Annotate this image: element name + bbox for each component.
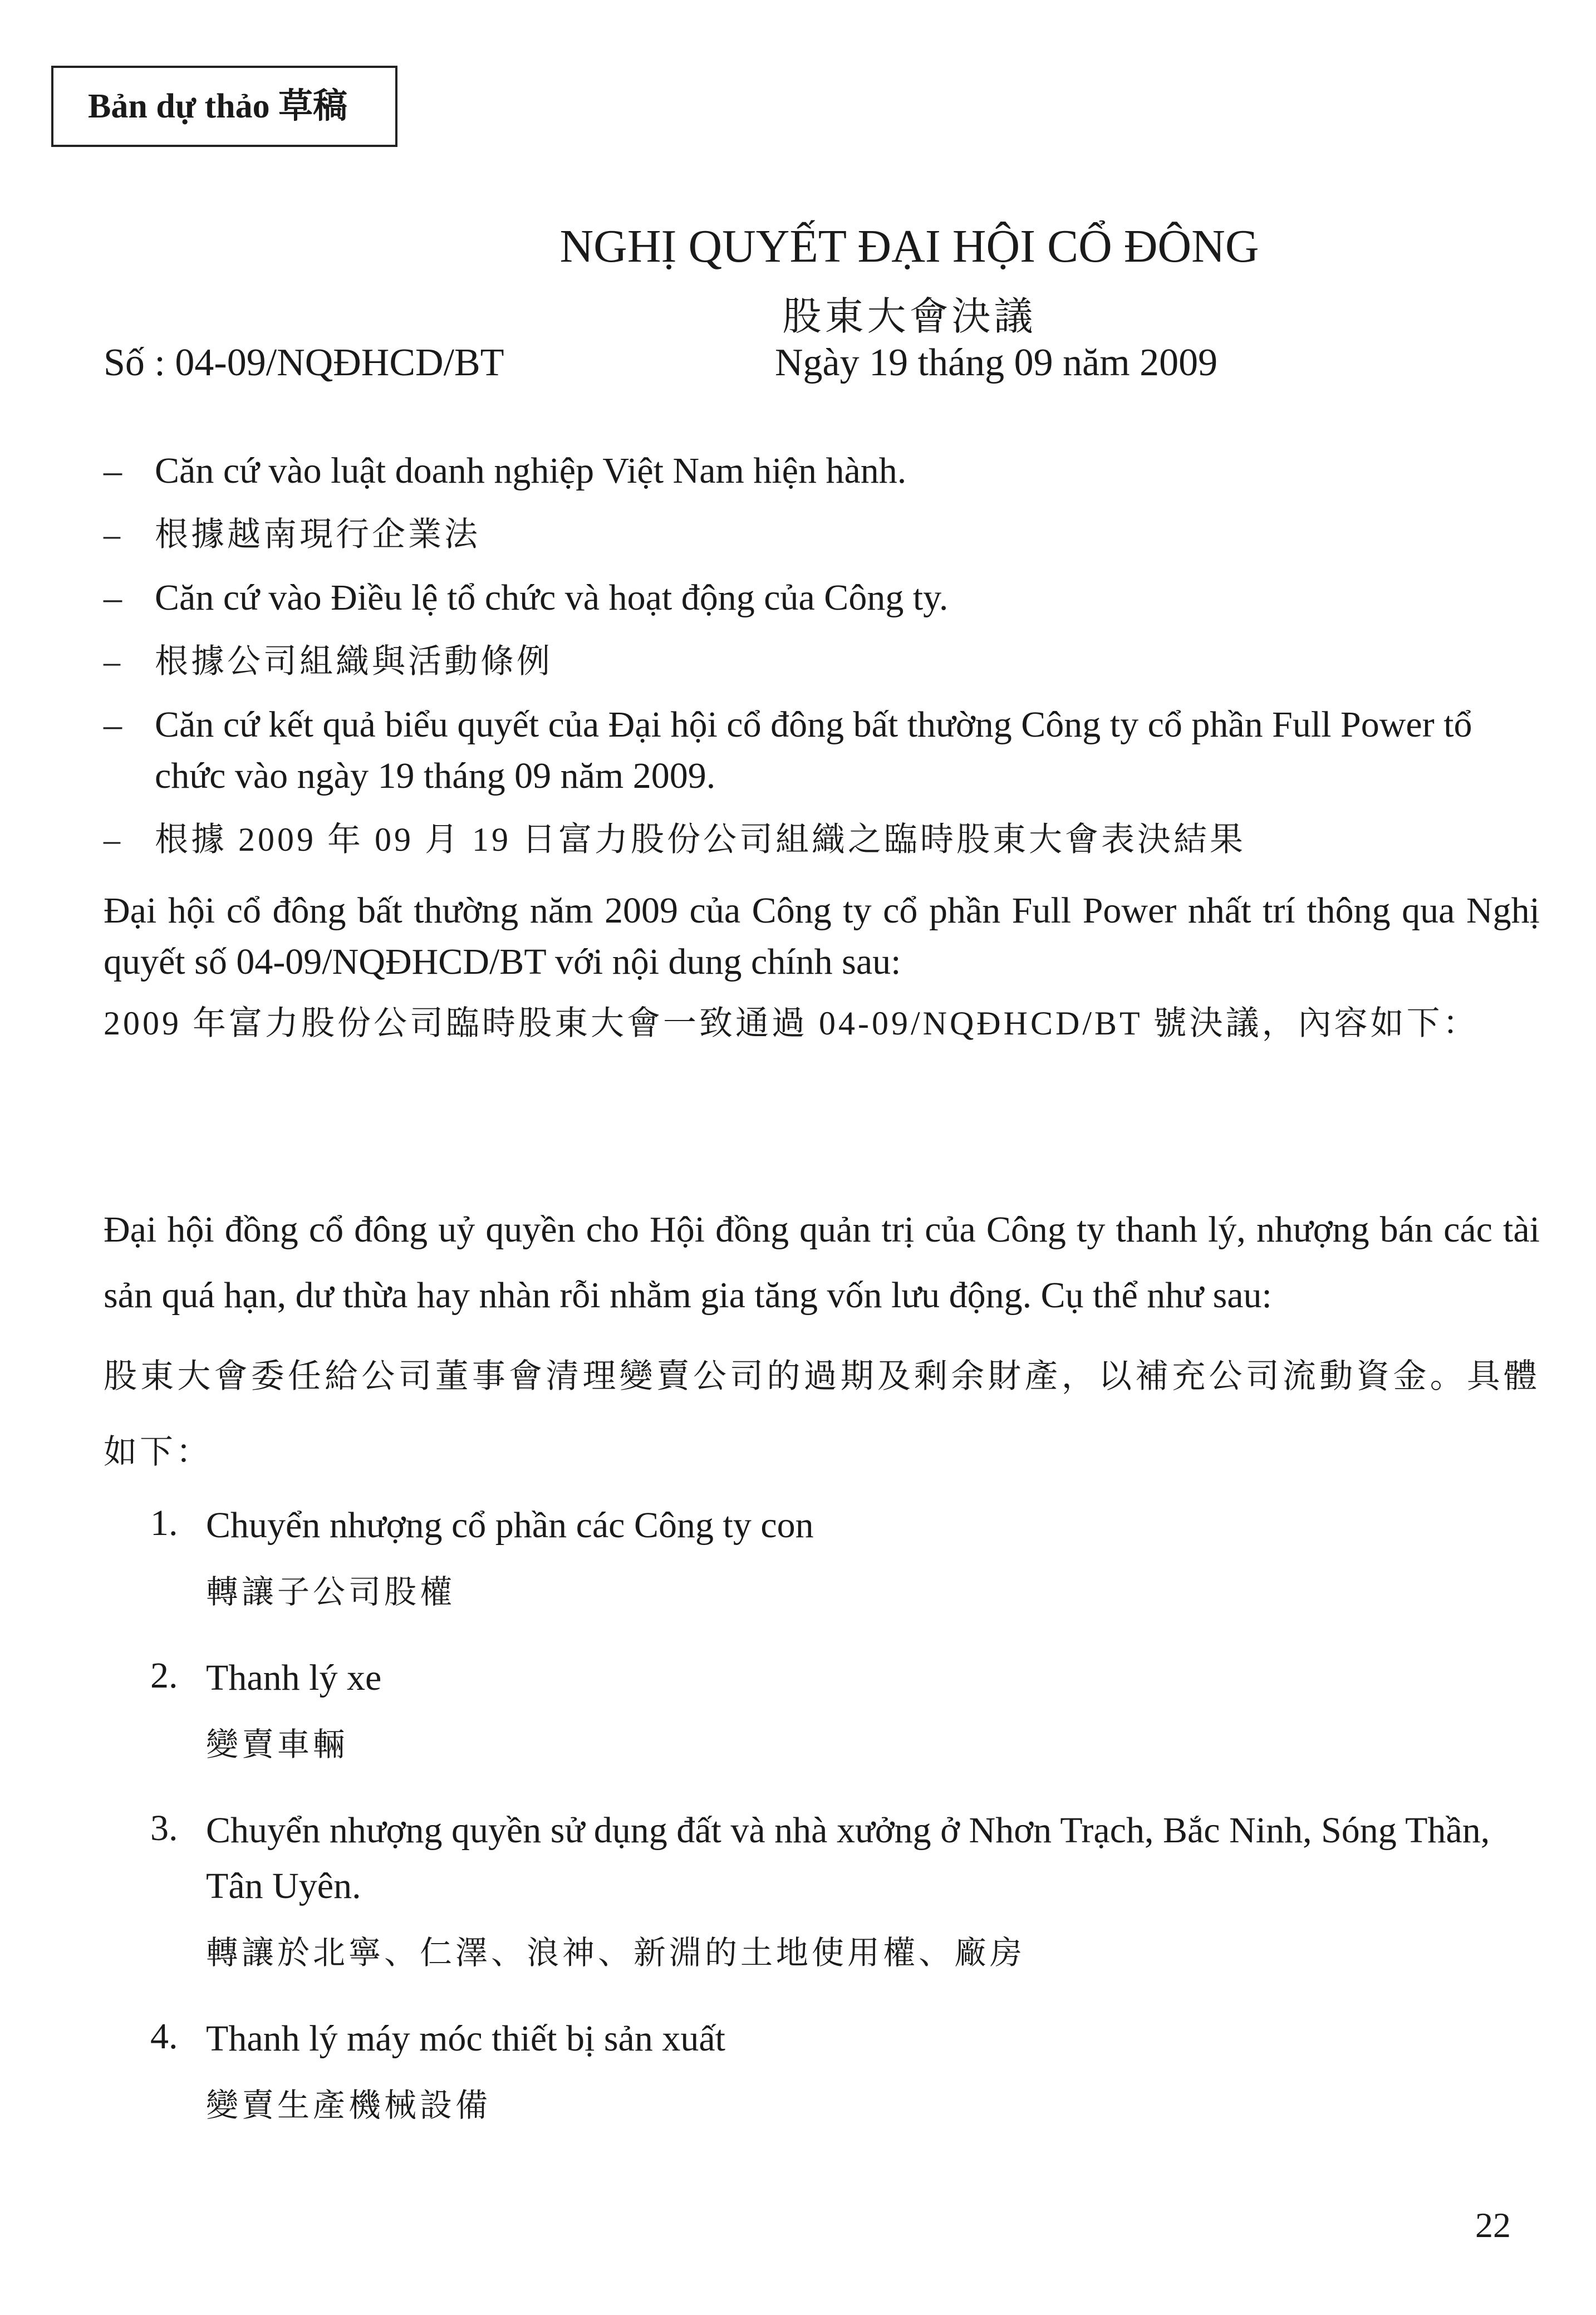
dash-marker: – [104, 643, 123, 680]
dash-marker: – [104, 577, 122, 618]
authorization-text-vi: Đại hội đồng cổ đông uỷ quyền cho Hội đồng quản trị của Công ty thanh lý, nhượng bán các tài sản quá hạn, dư thừa hay nhàn rỗi nhằm gia tăng vốn lưu động. Cụ thể như sau: [104, 1209, 1540, 1316]
item-text-zh: 變賣生產機械設備 [206, 2087, 492, 2123]
item-text-zh: 轉讓子公司股權 [206, 1574, 456, 1610]
legal-basis-item [104, 699, 1540, 802]
intro-text-vi: Đại hội cổ đông bất thường năm 2009 của Công ty cổ phần Full Power nhất trí thông qua Nghị quyết số 04-09/NQĐHCD/BT với nội dung chính sau: [104, 890, 1540, 982]
item-number: 3. [150, 1808, 178, 1848]
legal-basis-text: Căn cứ kết quả biểu quyết của Đại hội cổ đông bất thường Công ty cổ phần Full Power tổ chức vào ngày 19 tháng 09 năm 2009. [155, 704, 1472, 796]
item-text-zh: 變賣車輛 [206, 1727, 349, 1763]
legal-basis-list [104, 445, 1540, 877]
legal-basis-item [104, 509, 1540, 560]
authorization-section [104, 1197, 1540, 1500]
legal-basis-text: 根據越南現行企業法 [155, 516, 480, 553]
draft-label: Bản dự thảo 草稿 [88, 87, 348, 125]
legal-basis-item [104, 814, 1540, 865]
list-item [150, 1498, 1542, 1631]
dash-marker: – [104, 821, 123, 858]
draft-label-box [51, 66, 397, 147]
resolution-number: Số : 04-09/NQĐHCD/BT [104, 341, 504, 384]
item-text-zh: 轉讓於北寧、仁澤、浪神、新淵的土地使用權、廠房 [206, 1935, 1026, 1971]
item-text-vi: Chuyển nhượng quyền sử dụng đất và nhà xưởng ở Nhơn Trạch, Bắc Ninh, Sóng Thần, Tân Uyên. [206, 1810, 1490, 1906]
item-number: 4. [150, 2016, 178, 2057]
dash-marker: – [104, 704, 122, 745]
list-item [150, 1650, 1542, 1784]
legal-basis-text: Căn cứ vào luật doanh nghiệp Việt Nam hiện hành. [155, 450, 907, 491]
item-number: 1. [150, 1503, 178, 1543]
list-item [150, 1803, 1542, 1992]
item-text-vi: Chuyển nhượng cổ phần các Công ty con [206, 1505, 814, 1546]
document-title-vi: NGHỊ QUYẾT ĐẠI HỘI CỔ ĐÔNG [559, 220, 1259, 272]
resolution-date: Ngày 19 tháng 09 năm 2009 [775, 341, 1218, 384]
legal-basis-text: 根據公司組織與活動條例 [155, 643, 553, 680]
item-number: 2. [150, 1655, 178, 1696]
item-text-vi: Thanh lý xe [206, 1657, 382, 1698]
legal-basis-item [104, 572, 1540, 624]
authorization-text-zh: 股東大會委任給公司董事會清理變賣公司的過期及剩余財產，以補充公司流動資金。具體如下： [104, 1358, 1540, 1470]
intro-section [104, 885, 1540, 1059]
page-number: 22 [1475, 2205, 1511, 2245]
authorized-items-list [150, 1498, 1542, 2164]
legal-basis-text: 根據 2009 年 09 月 19 日富力股份公司組織之臨時股東大會表決結果 [155, 821, 1246, 858]
item-text-vi: Thanh lý máy móc thiết bị sản xuất [206, 2018, 725, 2059]
legal-basis-item [104, 636, 1540, 687]
legal-basis-item [104, 445, 1540, 497]
dash-marker: – [104, 516, 123, 553]
document-title-zh: 股東大會決議 [782, 296, 1037, 339]
legal-basis-text: Căn cứ vào Điều lệ tổ chức và hoạt động của Công ty. [155, 577, 949, 618]
dash-marker: – [104, 450, 122, 491]
intro-text-zh: 2009 年富力股份公司臨時股東大會一致通過 04-09/NQĐHCD/BT 號決議，內容如下： [104, 1005, 1479, 1042]
list-item [150, 2011, 1542, 2145]
